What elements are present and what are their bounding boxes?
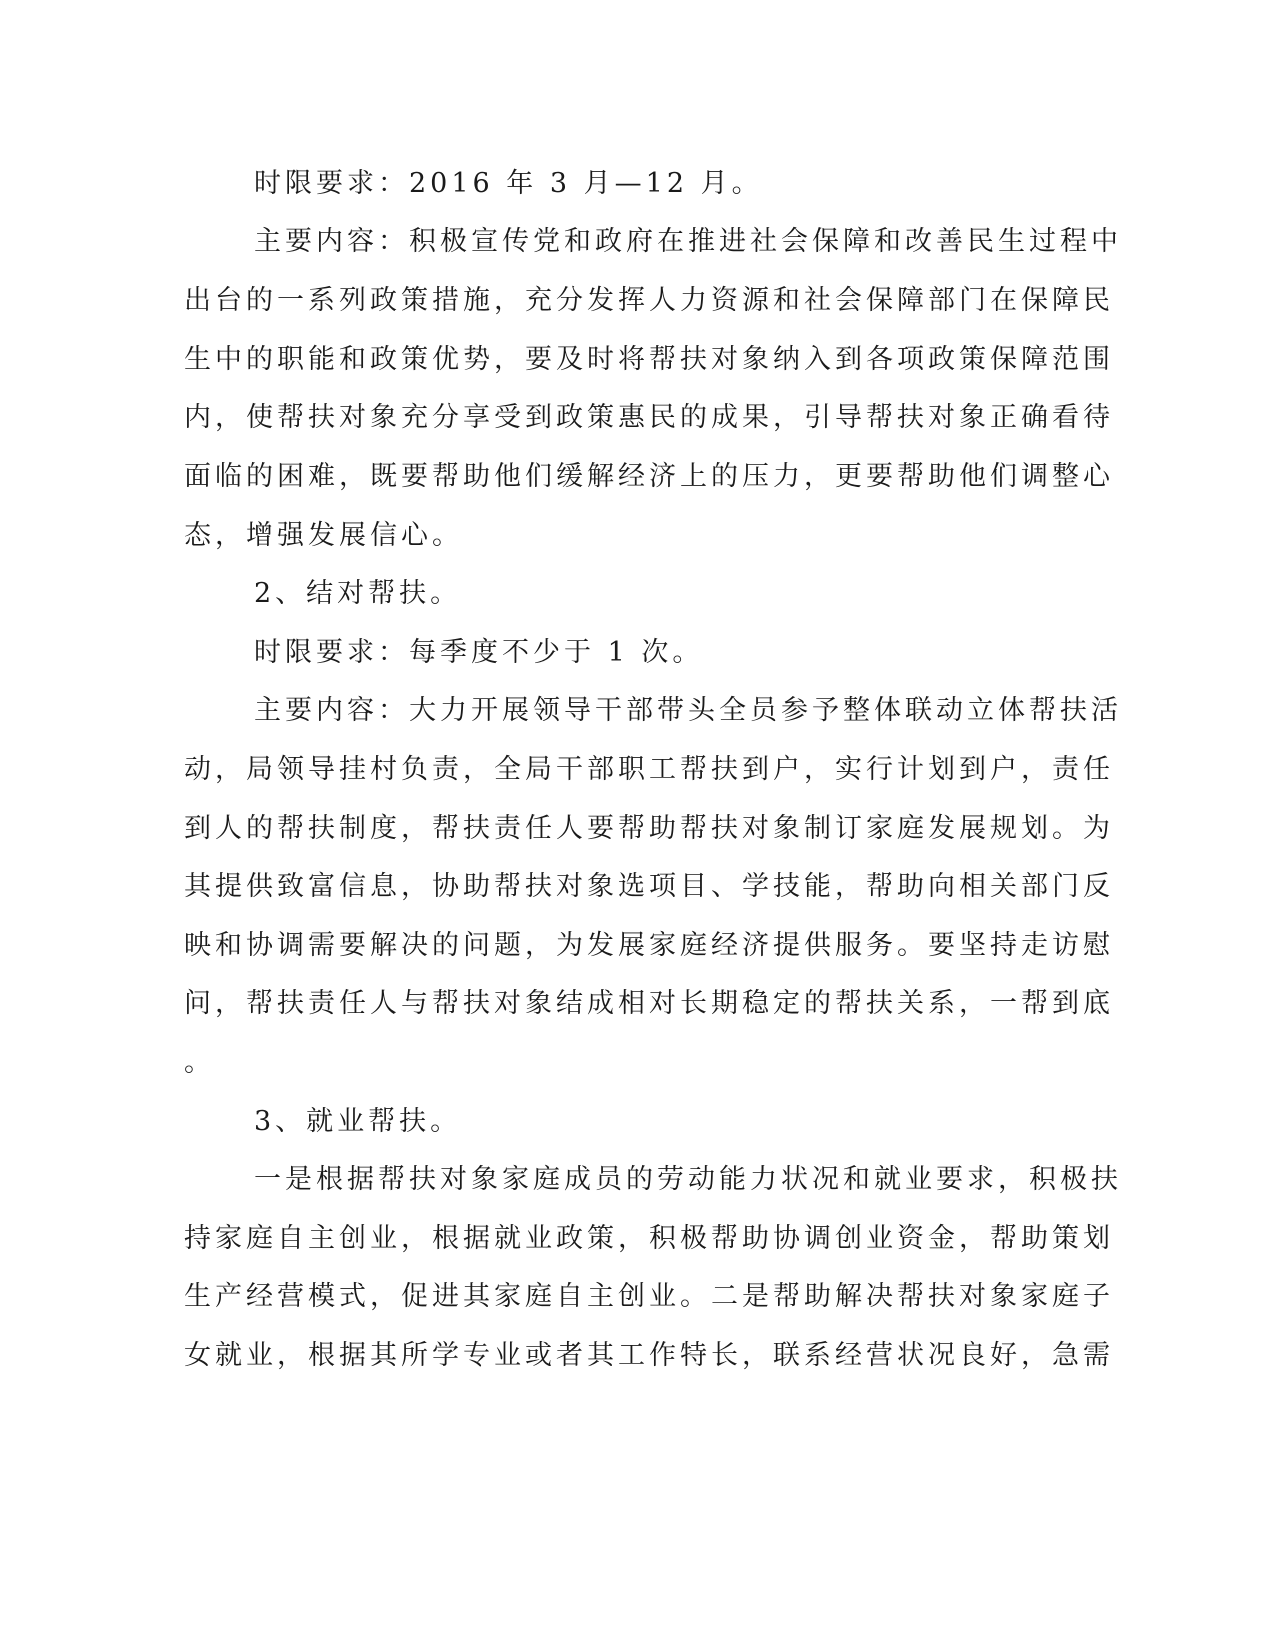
paragraph-line: 持家庭自主创业，根据就业政策，积极帮助协调创业资金，帮助策划 — [184, 1223, 1114, 1254]
paragraph-line: 面临的困难，既要帮助他们缓解经济上的压力，更要帮助他们调整心 — [184, 461, 1114, 492]
paragraph-line: 一是根据帮扶对象家庭成员的劳动能力状况和就业要求，积极扶 — [254, 1164, 1122, 1195]
section-heading: 3、就业帮扶。 — [254, 1106, 462, 1137]
paragraph-line: 其提供致富信息，协助帮扶对象选项目、学技能，帮助向相关部门反 — [184, 871, 1114, 902]
paragraph-line: 时限要求：每季度不少于 1 次。 — [254, 637, 704, 668]
paragraph-line: 生中的职能和政策优势，要及时将帮扶对象纳入到各项政策保障范围 — [184, 344, 1114, 375]
paragraph-line: 女就业，根据其所学专业或者其工作特长，联系经营状况良好，急需 — [184, 1340, 1114, 1371]
paragraph-line: 时限要求：2016 年 3 月—12 月。 — [254, 168, 763, 199]
paragraph-line: 到人的帮扶制度，帮扶责任人要帮助帮扶对象制订家庭发展规划。为 — [184, 813, 1114, 844]
paragraph-line: 动，局领导挂村负责，全局干部职工帮扶到户，实行计划到户，责任 — [184, 754, 1114, 785]
paragraph-line: 。 — [184, 1047, 215, 1078]
paragraph-line: 问，帮扶责任人与帮扶对象结成相对长期稳定的帮扶关系，一帮到底 — [184, 988, 1114, 1019]
section-heading: 2、结对帮扶。 — [254, 578, 462, 609]
paragraph-line: 主要内容：积极宣传党和政府在推进社会保障和改善民生过程中 — [254, 226, 1122, 257]
paragraph-line: 内，使帮扶对象充分享受到政策惠民的成果，引导帮扶对象正确看待 — [184, 402, 1114, 433]
paragraph-line: 态，增强发展信心。 — [184, 520, 463, 551]
paragraph-line: 出台的一系列政策措施，充分发挥人力资源和社会保障部门在保障民 — [184, 285, 1114, 316]
paragraph-line: 映和协调需要解决的问题，为发展家庭经济提供服务。要坚持走访慰 — [184, 930, 1114, 961]
paragraph-line: 主要内容：大力开展领导干部带头全员参予整体联动立体帮扶活 — [254, 695, 1122, 726]
paragraph-line: 生产经营模式，促进其家庭自主创业。二是帮助解决帮扶对象家庭子 — [184, 1281, 1114, 1312]
